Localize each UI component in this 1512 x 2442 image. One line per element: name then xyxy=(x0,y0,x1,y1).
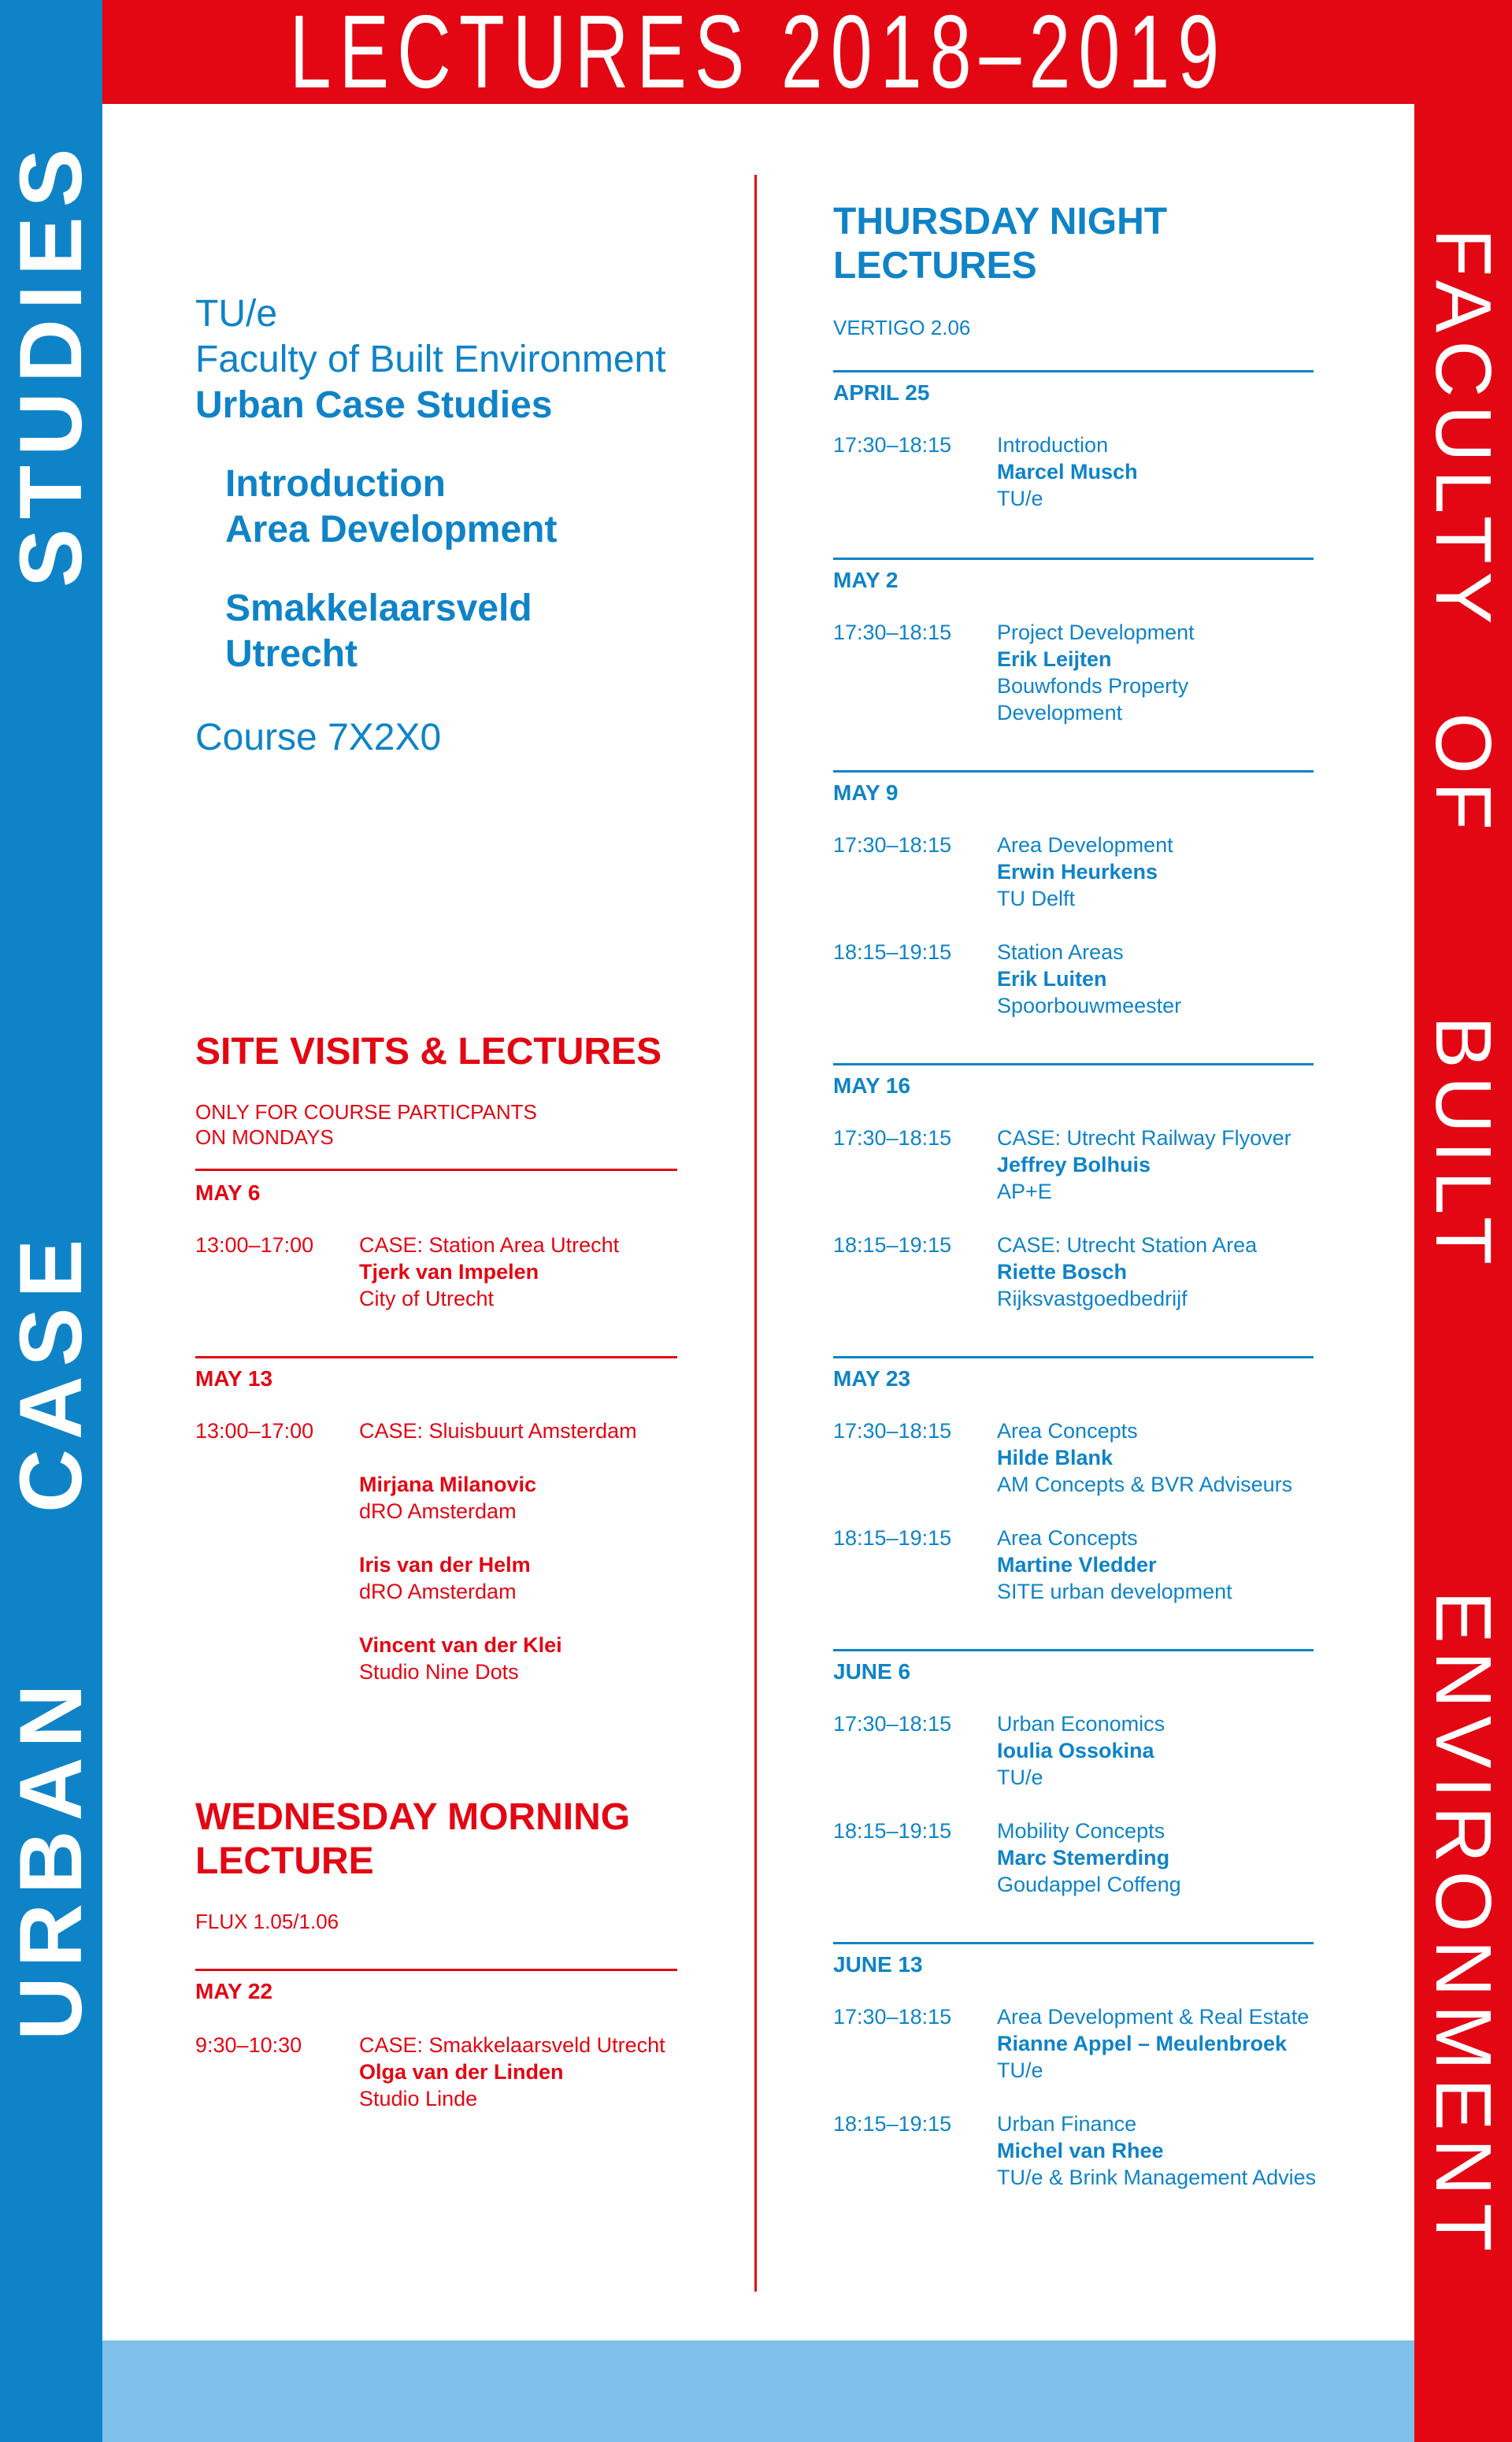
left-vertical-title xyxy=(0,0,102,2442)
entry-details xyxy=(997,1710,1165,1791)
rule xyxy=(833,1356,1314,1358)
entry-time: 18:15–19:15 xyxy=(833,1819,952,1843)
day-label: MAY 23 xyxy=(833,1366,911,1391)
entry-topic: Urban Finance xyxy=(997,2112,1137,2136)
course-topic xyxy=(225,461,666,553)
entry-details xyxy=(997,432,1138,512)
rule xyxy=(195,1969,677,1971)
rule xyxy=(833,370,1314,372)
entry-org: TU/e xyxy=(997,2058,1043,2082)
entry-time: 13:00–17:00 xyxy=(195,1419,314,1443)
vertical-word-case: CASE xyxy=(2,1229,100,1513)
entry-details xyxy=(997,619,1195,726)
entry-org: Studio Nine Dots xyxy=(359,1660,519,1684)
day-label: JUNE 13 xyxy=(833,1952,923,1977)
course-code: Course 7X2X0 xyxy=(195,717,442,758)
entry-topic: Project Development xyxy=(997,621,1195,644)
entry-speaker: Erik Luiten xyxy=(997,967,1107,991)
day-label: JUNE 6 xyxy=(833,1659,911,1684)
course-info xyxy=(195,291,666,761)
entry-details xyxy=(359,1417,637,1444)
entry-topic: CASE: Utrecht Station Area xyxy=(997,1233,1258,1257)
entry-org: SITE urban development xyxy=(997,1580,1232,1603)
entry-speaker: Tjerk van Impelen xyxy=(359,1260,539,1284)
entry-org: Goudappel Coffeng xyxy=(997,1873,1181,1896)
entry-topic: CASE: Smakkelaarsveld Utrecht xyxy=(359,2033,665,2057)
entry-time: 17:30–18:15 xyxy=(833,833,952,857)
column-divider xyxy=(754,175,757,2292)
entry-details xyxy=(359,1232,619,1312)
entry-topic: Area Development & Real Estate xyxy=(997,2005,1310,2029)
day-label: MAY 13 xyxy=(195,1366,273,1391)
entry-topic: Area Concepts xyxy=(997,1526,1138,1550)
vertical-word-environment: ENVIRONMENT xyxy=(1419,1591,1507,2259)
course-topic-line-1: Introduction xyxy=(225,463,446,505)
entry-org: TU Delft xyxy=(997,887,1076,910)
entry-topic: Station Areas xyxy=(997,940,1124,964)
vertical-word-built: BUILT xyxy=(1419,1016,1507,1273)
rule xyxy=(195,1356,677,1358)
entry-topic: Introduction xyxy=(997,433,1109,457)
entry-time: 13:00–17:00 xyxy=(195,1233,314,1257)
entry-details xyxy=(359,1551,531,1605)
entry-org: AM Concepts & BVR Adviseurs xyxy=(997,1473,1293,1496)
entry-topic: Area Concepts xyxy=(997,1419,1138,1443)
vertical-word-studies: STUDIES xyxy=(2,139,100,587)
entry-speaker: Marcel Musch xyxy=(997,460,1138,484)
entry-org: Studio Linde xyxy=(359,2087,478,2110)
thursday-title xyxy=(833,200,1167,288)
entry-details xyxy=(997,1125,1292,1205)
entry-speaker: Erwin Heurkens xyxy=(997,860,1158,884)
entry-speaker: Olga van der Linden xyxy=(359,2060,564,2084)
site-visits-subtitle xyxy=(195,1099,537,1150)
entry-speaker: Martine Vledder xyxy=(997,1553,1157,1577)
entry-time: 17:30–18:15 xyxy=(833,1712,952,1736)
entry-org-line-2: Development xyxy=(997,701,1123,724)
entry-speaker: Ioulia Ossokina xyxy=(997,1739,1154,1762)
thursday-title-line-1: THURSDAY NIGHT xyxy=(833,201,1168,243)
entry-org: Bouwfonds Property xyxy=(997,674,1189,698)
entry-time: 17:30–18:15 xyxy=(833,1419,952,1443)
entry-topic: Area Development xyxy=(997,833,1173,857)
entry-time: 17:30–18:15 xyxy=(833,621,952,644)
day-label: MAY 6 xyxy=(195,1180,261,1205)
entry-topic: CASE: Sluisbuurt Amsterdam xyxy=(359,1419,637,1443)
right-vertical-title xyxy=(1414,0,1512,2442)
entry-details xyxy=(359,2032,665,2112)
entry-org: dRO Amsterdam xyxy=(359,1580,517,1603)
entry-org: TU/e xyxy=(997,487,1043,510)
wednesday-room: FLUX 1.05/1.06 xyxy=(195,1910,339,1933)
entry-org: Spoorbouwmeester xyxy=(997,994,1182,1017)
wednesday-title xyxy=(195,1795,630,1884)
entry-speaker: Erik Leijten xyxy=(997,647,1112,671)
entry-time: 18:15–19:15 xyxy=(833,1526,952,1550)
entry-time: 18:15–19:15 xyxy=(833,1233,952,1257)
entry-speaker: Mirjana Milanovic xyxy=(359,1473,537,1496)
page-title: LECTURES 2018–2019 xyxy=(289,0,1228,109)
wednesday-title-line-2: LECTURE xyxy=(195,1840,374,1882)
rule xyxy=(833,1649,1314,1651)
site-visits-title: SITE VISITS & LECTURES xyxy=(195,1031,662,1073)
entry-org: dRO Amsterdam xyxy=(359,1499,517,1523)
entry-topic: CASE: Utrecht Railway Flyover xyxy=(997,1126,1292,1150)
entry-org: City of Utrecht xyxy=(359,1287,495,1310)
entry-details xyxy=(997,939,1181,1019)
rule xyxy=(833,558,1314,560)
thursday-title-line-2: LECTURES xyxy=(833,245,1037,287)
entry-org: Rijksvastgoedbedrijf xyxy=(997,1287,1188,1310)
rule xyxy=(195,1169,677,1171)
entry-speaker: Rianne Appel – Meulenbroek xyxy=(997,2032,1288,2055)
course-program: Urban Case Studies xyxy=(195,384,553,426)
entry-time: 18:15–19:15 xyxy=(833,940,952,964)
entry-details xyxy=(997,1818,1181,1898)
entry-speaker: Jeffrey Bolhuis xyxy=(997,1153,1151,1177)
entry-topic: Urban Economics xyxy=(997,1712,1166,1736)
entry-speaker: Michel van Rhee xyxy=(997,2139,1164,2162)
entry-speaker: Iris van der Helm xyxy=(359,1553,531,1577)
entry-details xyxy=(359,1471,536,1525)
entry-details xyxy=(997,1232,1257,1312)
entry-details xyxy=(359,1632,562,1685)
entry-org: TU/e xyxy=(997,1766,1043,1789)
thursday-room: VERTIGO 2.06 xyxy=(833,316,971,339)
entry-details xyxy=(997,2003,1309,2084)
entry-details xyxy=(997,2110,1316,2191)
entry-details xyxy=(997,832,1173,912)
entry-time: 18:15–19:15 xyxy=(833,2112,952,2136)
entry-time: 17:30–18:15 xyxy=(833,433,952,457)
day-label: MAY 2 xyxy=(833,568,899,592)
vertical-word-of: OF xyxy=(1419,713,1507,838)
bottom-light-blue-band xyxy=(102,2340,1414,2442)
course-location-line-2: Utrecht xyxy=(225,633,358,675)
entry-details xyxy=(997,1525,1232,1605)
course-location-line-1: Smakkelaarsveld xyxy=(225,587,532,629)
day-label: MAY 9 xyxy=(833,780,899,805)
site-visits-sub-1: ONLY FOR COURSE PARTICPANTS xyxy=(195,1100,537,1124)
course-faculty: Faculty of Built Environment xyxy=(195,339,666,380)
entry-details xyxy=(997,1417,1292,1498)
wednesday-title-line-1: WEDNESDAY MORNING xyxy=(195,1796,631,1838)
entry-time: 17:30–18:15 xyxy=(833,1126,952,1150)
course-university: TU/e xyxy=(195,293,278,335)
entry-speaker: Marc Stemerding xyxy=(997,1846,1170,1869)
entry-time: 17:30–18:15 xyxy=(833,2005,952,2029)
site-visits-sub-2: ON MONDAYS xyxy=(195,1125,334,1149)
entry-org: AP+E xyxy=(997,1180,1052,1203)
rule xyxy=(833,770,1314,773)
rule xyxy=(833,1942,1314,1944)
rule xyxy=(833,1063,1314,1065)
entry-org: TU/e & Brink Management Advies xyxy=(997,2166,1317,2189)
day-label: APRIL 25 xyxy=(833,380,930,405)
entry-time: 9:30–10:30 xyxy=(195,2033,302,2057)
day-label: MAY 22 xyxy=(195,1979,273,2003)
vertical-word-urban: URBAN xyxy=(2,1674,100,2040)
entry-topic: CASE: Station Area Utrecht xyxy=(359,1233,620,1257)
entry-speaker: Vincent van der Klei xyxy=(359,1633,562,1657)
course-topic-line-2: Area Development xyxy=(225,509,558,550)
vertical-word-faculty: FACULTY xyxy=(1419,228,1507,632)
entry-topic: Mobility Concepts xyxy=(997,1819,1166,1843)
day-label: MAY 16 xyxy=(833,1073,911,1098)
course-location xyxy=(225,586,666,677)
entry-speaker: Riette Bosch xyxy=(997,1260,1128,1284)
entry-speaker: Hilde Blank xyxy=(997,1446,1114,1469)
